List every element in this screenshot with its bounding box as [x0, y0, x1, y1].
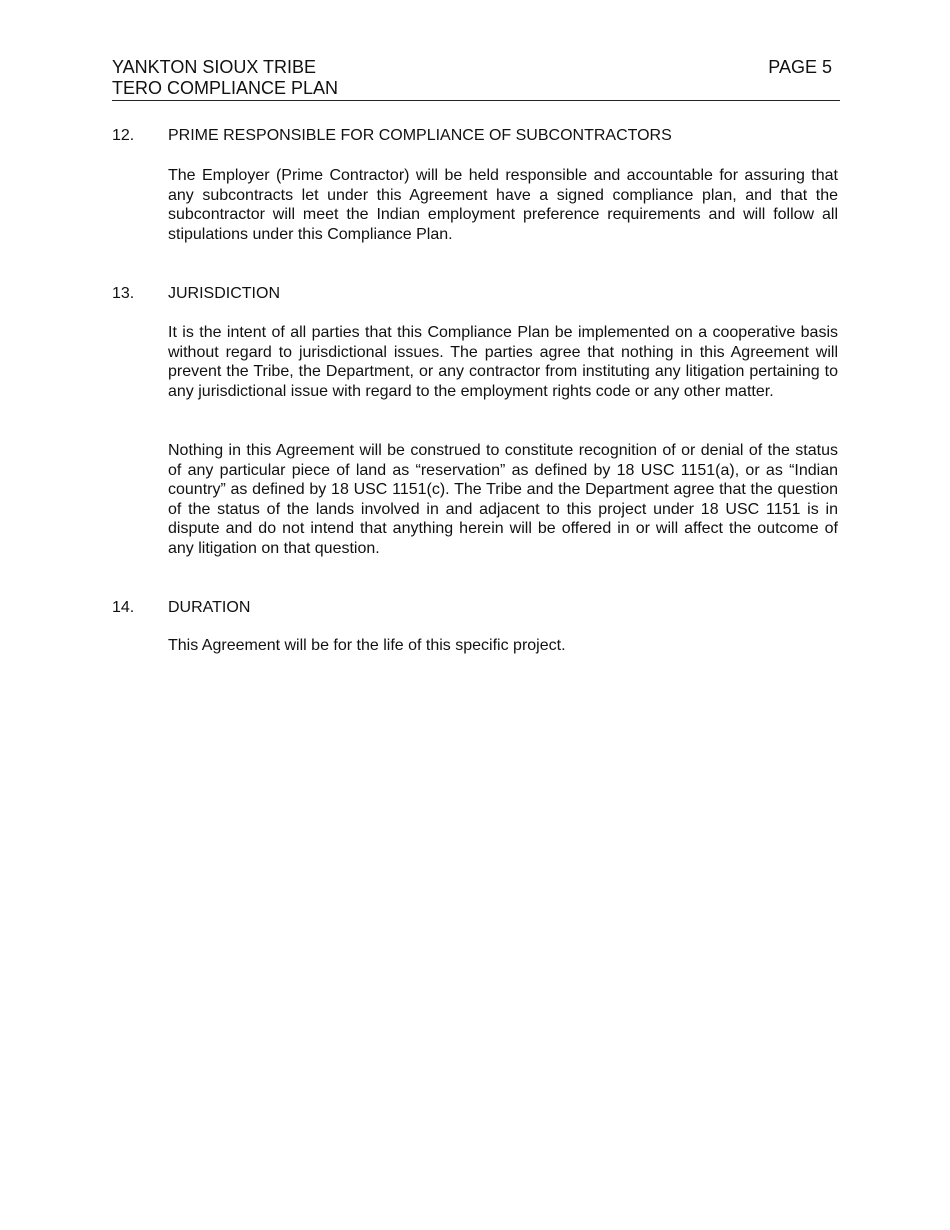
section-14-paragraph-1: This Agreement will be for the life of this specific project.	[168, 637, 566, 654]
section-heading-14	[112, 598, 250, 618]
section-13-paragraph-2: Nothing in this Agreement will be construed to constitute recognition of or denial of the status of any particular piece of land as “reservation” as defined by 18 USC 1151(a), or as “Indian country” as defined by 18 USC 1151(c). The Tribe and the Department agree that the question of the status of the lands involved in and adjacent to this project under 18 USC 1151 is in dispute and do not intend that anything herein will be offered in or will affect the outcome of any litigation on that question.	[168, 442, 838, 557]
section-title: JURISDICTION	[168, 285, 280, 302]
section-number: 12.	[112, 127, 135, 144]
header-document-title: TERO COMPLIANCE PLAN	[112, 78, 339, 98]
section-heading-13	[112, 284, 280, 304]
section-number: 14.	[112, 599, 135, 616]
section-title: PRIME RESPONSIBLE FOR COMPLIANCE OF SUBCONTRACTORS	[168, 127, 672, 144]
page-header	[112, 56, 840, 101]
section-title: DURATION	[168, 599, 251, 616]
section-heading-12	[112, 126, 672, 146]
header-organization: YANKTON SIOUX TRIBE	[112, 57, 317, 77]
header-page-number: PAGE 5	[768, 57, 832, 77]
section-13-paragraph-1: It is the intent of all parties that this Compliance Plan be implemented on a cooperative basis without regard to jurisdictional issues. The parties agree that nothing in this Agreement will prevent the Tribe, the Department, or any contractor from instituting any litigation pertaining to any jurisdictional issue with regard to the employment rights code or any other matter.	[168, 324, 838, 400]
section-number: 13.	[112, 285, 135, 302]
section-12-paragraph-1: The Employer (Prime Contractor) will be held responsible and accountable for assuring that any subcontracts let under this Agreement have a signed compliance plan, and that the subcontractor will meet the Indian employment preference requirements and will follow all stipulations under this Compliance Plan.	[168, 167, 838, 243]
